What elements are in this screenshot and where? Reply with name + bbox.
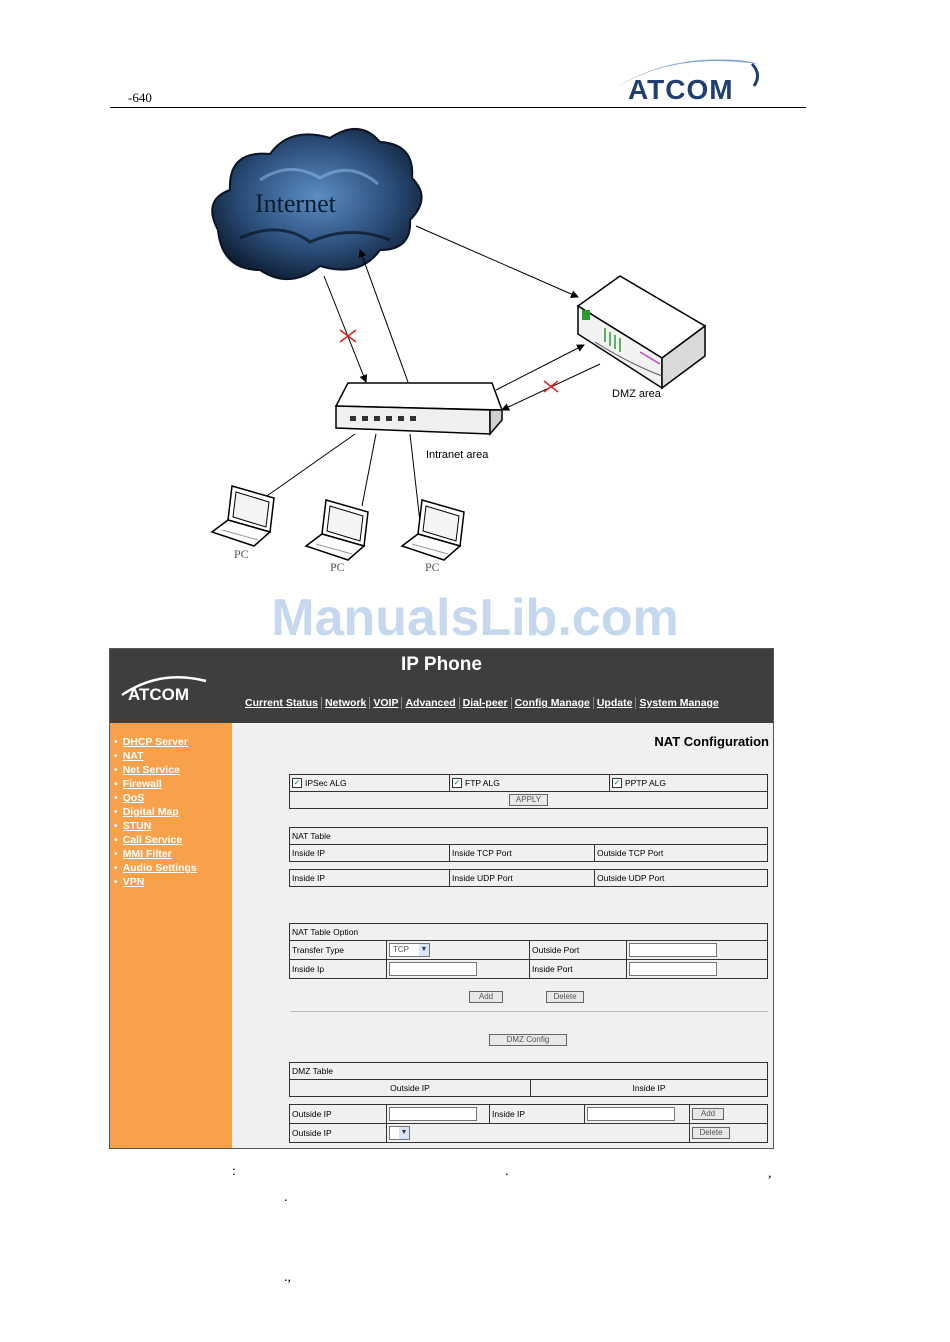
nav-voip[interactable]: VOIP bbox=[370, 697, 402, 709]
screenshot-header bbox=[110, 649, 773, 723]
page-number: -640 bbox=[128, 90, 152, 105]
ip-phone-screenshot bbox=[109, 648, 774, 1149]
header-divider bbox=[110, 107, 806, 108]
body-text-fragment: . bbox=[284, 1190, 288, 1205]
pc-label: PC bbox=[425, 560, 440, 574]
pc-label: PC bbox=[330, 560, 345, 574]
col-inside-ip: Inside IP bbox=[290, 845, 450, 862]
chevron-down-icon: ▼ bbox=[399, 1127, 409, 1139]
nav-advanced[interactable]: Advanced bbox=[402, 697, 459, 709]
body-text-fragment: ., bbox=[284, 1270, 291, 1285]
col-inside-ip: Inside IP bbox=[531, 1080, 768, 1097]
main-content bbox=[232, 723, 773, 1148]
nat-table-caption: NAT Table bbox=[290, 828, 768, 845]
intranet-switch-icon bbox=[336, 383, 502, 434]
blocked-mark bbox=[544, 381, 558, 392]
network-diagram bbox=[200, 120, 740, 590]
screenshot-title: IP Phone bbox=[401, 654, 482, 675]
ftp-alg-label: FTP ALG bbox=[465, 777, 500, 788]
laptop-icon bbox=[402, 500, 464, 560]
dmz-table-caption: DMZ Table bbox=[290, 1063, 768, 1080]
watermark: ManualsLib.com bbox=[271, 589, 679, 647]
nav-update[interactable]: Update bbox=[594, 697, 637, 709]
inside-port-label: Inside Port bbox=[530, 960, 627, 979]
ftp-alg-checkbox[interactable]: ✓ bbox=[453, 778, 461, 788]
ipsec-alg-label: IPSec ALG bbox=[305, 777, 347, 788]
top-nav bbox=[242, 697, 722, 709]
sidebar-item-nat[interactable]: • NAT bbox=[110, 749, 232, 763]
apply-button[interactable]: APPLY bbox=[509, 794, 548, 806]
col-inside-tcp-port: Inside TCP Port bbox=[450, 845, 595, 862]
transfer-type-value: TCP bbox=[393, 945, 409, 954]
sidebar-item-mmi-filter[interactable]: • MMI Filter bbox=[110, 847, 232, 861]
brand-logo: ATCOM bbox=[628, 74, 734, 105]
dmz-outside-ip-label: Outside IP bbox=[290, 1105, 387, 1124]
nat-option-table bbox=[289, 923, 768, 979]
page-title: NAT Configuration bbox=[654, 734, 769, 749]
dmz-inside-ip-input[interactable] bbox=[587, 1107, 675, 1121]
col-outside-udp-port: Outside UDP Port bbox=[595, 870, 768, 887]
col-outside-ip: Outside IP bbox=[290, 1080, 531, 1097]
internet-label: Internet bbox=[255, 189, 336, 218]
transfer-type-label: Transfer Type bbox=[290, 941, 387, 960]
chevron-down-icon: ▼ bbox=[419, 944, 429, 956]
col-inside-udp-port: Inside UDP Port bbox=[450, 870, 595, 887]
dmz-delete-button[interactable]: Delete bbox=[692, 1127, 730, 1139]
laptop-icon bbox=[306, 500, 368, 560]
dmz-label: DMZ area bbox=[612, 388, 661, 400]
inside-port-input[interactable] bbox=[629, 962, 717, 976]
intranet-label: Intranet area bbox=[426, 449, 489, 461]
sidebar-item-dhcp-server[interactable]: • DHCP Server bbox=[110, 735, 232, 749]
sidebar-item-firewall[interactable]: • Firewall bbox=[110, 777, 232, 791]
alg-table bbox=[289, 774, 768, 809]
dmz-form-table bbox=[289, 1104, 768, 1143]
body-text-fragment: , bbox=[768, 1166, 772, 1181]
sidebar-item-call-service[interactable]: • Call Service bbox=[110, 833, 232, 847]
dmz-server-icon bbox=[578, 276, 705, 388]
transfer-type-select[interactable] bbox=[389, 943, 430, 957]
dmz-table bbox=[289, 1062, 768, 1097]
sidebar-item-net-service[interactable]: • Net Service bbox=[110, 763, 232, 777]
col-outside-tcp-port: Outside TCP Port bbox=[595, 845, 768, 862]
screenshot-logo: ATCOM bbox=[128, 685, 190, 704]
nat-udp-table bbox=[289, 869, 768, 887]
laptop-icon bbox=[212, 486, 274, 546]
outside-port-label: Outside Port bbox=[530, 941, 627, 960]
outside-port-input[interactable] bbox=[629, 943, 717, 957]
dmz-config-button[interactable]: DMZ Config bbox=[489, 1034, 567, 1046]
body-text-fragment: : bbox=[232, 1164, 236, 1179]
dmz-inside-ip-label: Inside IP bbox=[490, 1105, 585, 1124]
nat-option-caption: NAT Table Option bbox=[290, 924, 768, 941]
pptp-alg-label: PPTP ALG bbox=[625, 777, 666, 788]
dmz-outside-ip-label-2: Outside IP bbox=[290, 1124, 387, 1143]
dmz-outside-ip-select[interactable] bbox=[389, 1126, 410, 1140]
inside-ip-input[interactable] bbox=[389, 962, 477, 976]
dmz-outside-ip-input[interactable] bbox=[389, 1107, 477, 1121]
sidebar-item-vpn[interactable]: • VPN bbox=[110, 875, 232, 889]
nav-system-manage[interactable]: System Manage bbox=[639, 697, 719, 709]
ipsec-alg-checkbox[interactable]: ✓ bbox=[293, 778, 301, 788]
pptp-alg-checkbox[interactable]: ✓ bbox=[613, 778, 621, 788]
add-button[interactable]: Add bbox=[469, 991, 503, 1003]
delete-button[interactable]: Delete bbox=[546, 991, 584, 1003]
body-text-fragment: . bbox=[505, 1164, 509, 1179]
inside-ip-label: Inside Ip bbox=[290, 960, 387, 979]
sidebar-item-stun[interactable]: • STUN bbox=[110, 819, 232, 833]
sidebar bbox=[110, 723, 232, 1148]
nav-config-manage[interactable]: Config Manage bbox=[512, 697, 594, 709]
sidebar-item-digital-map[interactable]: • Digital Map bbox=[110, 805, 232, 819]
col-inside-ip: Inside IP bbox=[290, 870, 450, 887]
sidebar-item-audio-settings[interactable]: • Audio Settings bbox=[110, 861, 232, 875]
dmz-add-button[interactable]: Add bbox=[692, 1108, 724, 1120]
nav-dial-peer[interactable]: Dial-peer bbox=[460, 697, 512, 709]
blocked-mark bbox=[340, 330, 356, 342]
nat-table bbox=[289, 827, 768, 862]
nav-network[interactable]: Network bbox=[322, 697, 370, 709]
nav-current-status[interactable]: Current Status bbox=[242, 697, 322, 709]
section-divider bbox=[290, 1011, 768, 1012]
pc-label: PC bbox=[234, 547, 249, 561]
sidebar-item-qos[interactable]: • QoS bbox=[110, 791, 232, 805]
